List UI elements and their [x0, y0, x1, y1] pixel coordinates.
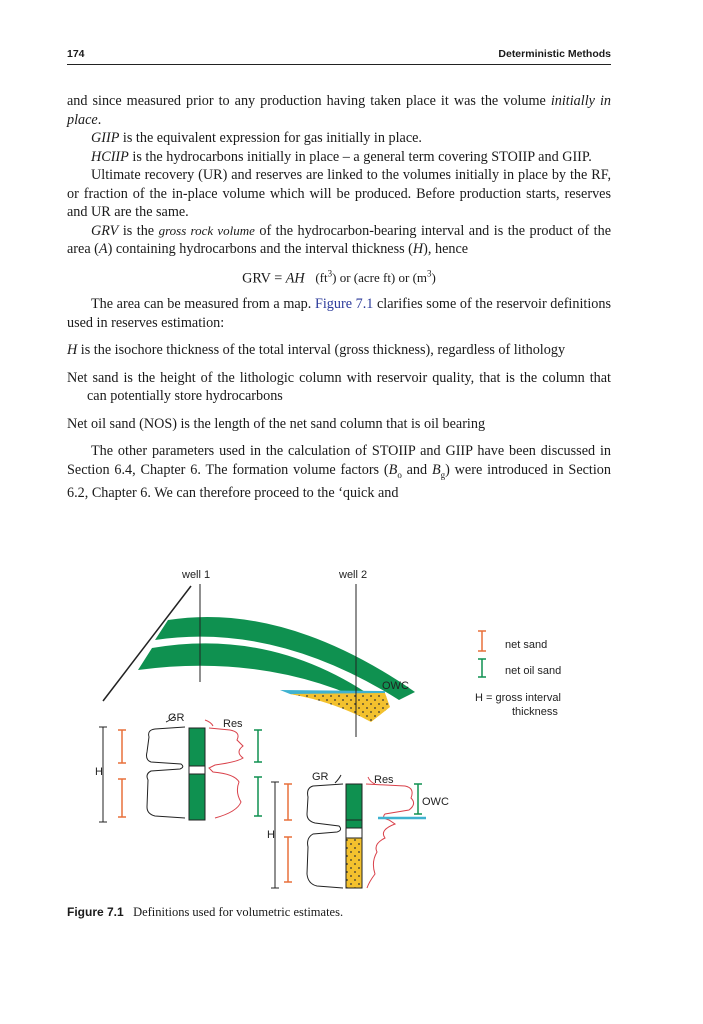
- well-1-h-label: H: [95, 766, 103, 778]
- paragraph-hciip: HCIIP is the hydrocarbons initially in place – a general term covering STOIIP and GIIP.: [91, 148, 592, 165]
- page-number: 174: [67, 48, 85, 60]
- paragraph-grv: GRV is the gross rock volume of the hydrocarbon-bearing interval and is the product of the area (A) containing hydrocarbons and the interval thickness (H), hence: [67, 222, 612, 257]
- oil-leg-dotted: [290, 693, 385, 722]
- definition-net-oil-sand: Net oil sand (NOS) is the length of the net sand column that is oil bearing: [67, 415, 486, 432]
- figure-7-1-link[interactable]: Figure 7.1: [314, 296, 374, 313]
- grv-equation: GRV = AH $(ft^3)$ or (acre ft) or $(m^3)$: [242, 268, 436, 286]
- well-2-log: [267, 771, 449, 888]
- well-1-label: well 1: [182, 569, 211, 581]
- well-1-gr-label: GR: [168, 712, 185, 724]
- owc-label-log: OWC: [422, 796, 449, 808]
- body-text: [67, 92, 611, 503]
- well-1-res-label: Res: [223, 718, 243, 730]
- caption-text: Definitions used for volumetric estimates.: [133, 905, 344, 919]
- well-2-gr-label: GR: [312, 771, 329, 783]
- definition-h: H is the isochore thickness of the total interval (gross thickness), regardless of lithology: [67, 342, 566, 359]
- page-header: [67, 46, 611, 65]
- legend-net-sand: net sand: [505, 639, 548, 651]
- fault-line: [103, 586, 191, 701]
- well-2-h-label: H: [267, 829, 275, 841]
- caption-label: Figure 7.1: [67, 905, 124, 919]
- running-title: Deterministic Methods: [498, 48, 611, 60]
- legend-h-line2: thickness: [512, 706, 558, 718]
- paragraph-ur: Ultimate recovery (UR) and reserves are linked to the volumes initially in place by the RF, or fraction of the in-place volume which will be produced. Before production starts, reserves and UR are the same.: [67, 167, 611, 220]
- legend-net-oil-sand: net oil sand: [505, 665, 562, 677]
- paragraph-1: and since measured prior to any production having taken place it was the volume initially in place.: [67, 93, 611, 128]
- paragraph-parameters: The other parameters used in the calculation of STOIIP and GIIP have been discussed in Section 6.4, Chapter 6. The formation volume factors ($B_o$ and $B_g$) were introduced in Section 6.2, Chapter 6. We can therefore proceed to the ‘quick and: [67, 443, 611, 502]
- owc-label-cross-section: OWC: [382, 680, 409, 692]
- figure-caption: [67, 905, 343, 920]
- paragraph-area: The area can be measured from a map. Figure 7.1 clarifies some of the reservoir definitions used in reserves estimation:: [67, 296, 611, 331]
- well-2-label: well 2: [339, 569, 368, 581]
- legend: [475, 631, 561, 718]
- legend-h-line1: H = gross interval: [475, 692, 561, 704]
- paragraph-giip: GIIP is the equivalent expression for gas initially in place.: [91, 130, 422, 146]
- definition-net-sand: Net sand is the height of the lithologic column with reservoir quality, that is the column that can potentially store hydrocarbons: [67, 369, 611, 405]
- well-1-log: [95, 712, 262, 822]
- well-2-res-label: Res: [374, 774, 394, 786]
- figure-7-1-diagram: [85, 562, 605, 902]
